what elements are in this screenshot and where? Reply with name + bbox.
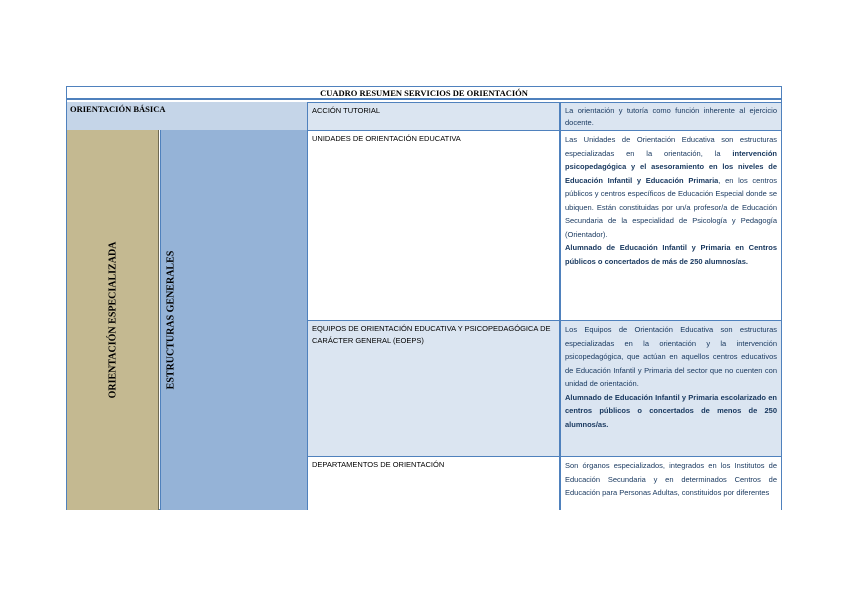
uoe-service-cell <box>307 130 559 320</box>
eoeps-description: Los Equipos de Orientación Educativa son estructuras especializadas en la orientación y la intervención psicopedagógica, que actúan en aquellos centros educativos de Educación Infantil y Primaria del sector que no cuenten con unidad de orientación. Alumnado de Educación Infantil y Primaria escolarizado en centros públicos o concertados de menos de 250 alumnos/as. <box>559 320 781 456</box>
tutorial-action-cell <box>307 102 559 130</box>
uoe-description: Las Unidades de Orientación Educativa son estructuras especializadas en la orientación, la intervención psicopedagógica y el asesoramiento en los niveles de Educación Infantil y Educación Primaria, en los centros públicos y centros específicos de Educación Especial donde se ubiquen. Están constituidas por un/a profesor/a de Educación Secundaria de la especialidad de Psicología y Pedagogía (Orientador). Alumnado de Educación Infantil y Primaria en Centros públicos o concertados de más de 250 alumnos/as. <box>559 130 781 320</box>
general-structures-heading: ESTRUCTURAS GENERALES <box>165 250 177 390</box>
tutorial-action-description: La orientación y tutoría como función inherente al ejercicio docente. <box>559 102 781 130</box>
departments-description: Son órganos especializados, integrados en los Institutos de Educación Secundaria y en determinados Centros de Educación para Personas Adultas, constituidos por diferentes <box>559 456 781 510</box>
summary-table <box>66 86 782 510</box>
eoeps-service-cell <box>307 320 559 456</box>
departments-service-cell <box>307 456 559 510</box>
uoe-service-label: UNIDADES DE ORIENTACIÓN EDUCATIVA <box>312 134 461 143</box>
tutorial-action-label: ACCIÓN TUTORIAL <box>312 106 381 115</box>
departments-service-label: DEPARTAMENTOS DE ORIENTACIÓN <box>312 460 445 469</box>
eoeps-service-label: EQUIPOS DE ORIENTACIÓN EDUCATIVA Y PSICOPEDAGÓGICA DE CARÁCTER GENERAL (EOEPS) <box>312 324 551 345</box>
basic-orientation-heading: ORIENTACIÓN BÁSICA <box>67 102 307 130</box>
general-structures-column <box>160 130 307 510</box>
specialized-orientation-heading: ORIENTACIÓN ESPECIALIZADA <box>107 241 118 399</box>
table-title: CUADRO RESUMEN SERVICIOS DE ORIENTACIÓN <box>67 87 781 100</box>
specialized-orientation-column <box>67 130 159 510</box>
